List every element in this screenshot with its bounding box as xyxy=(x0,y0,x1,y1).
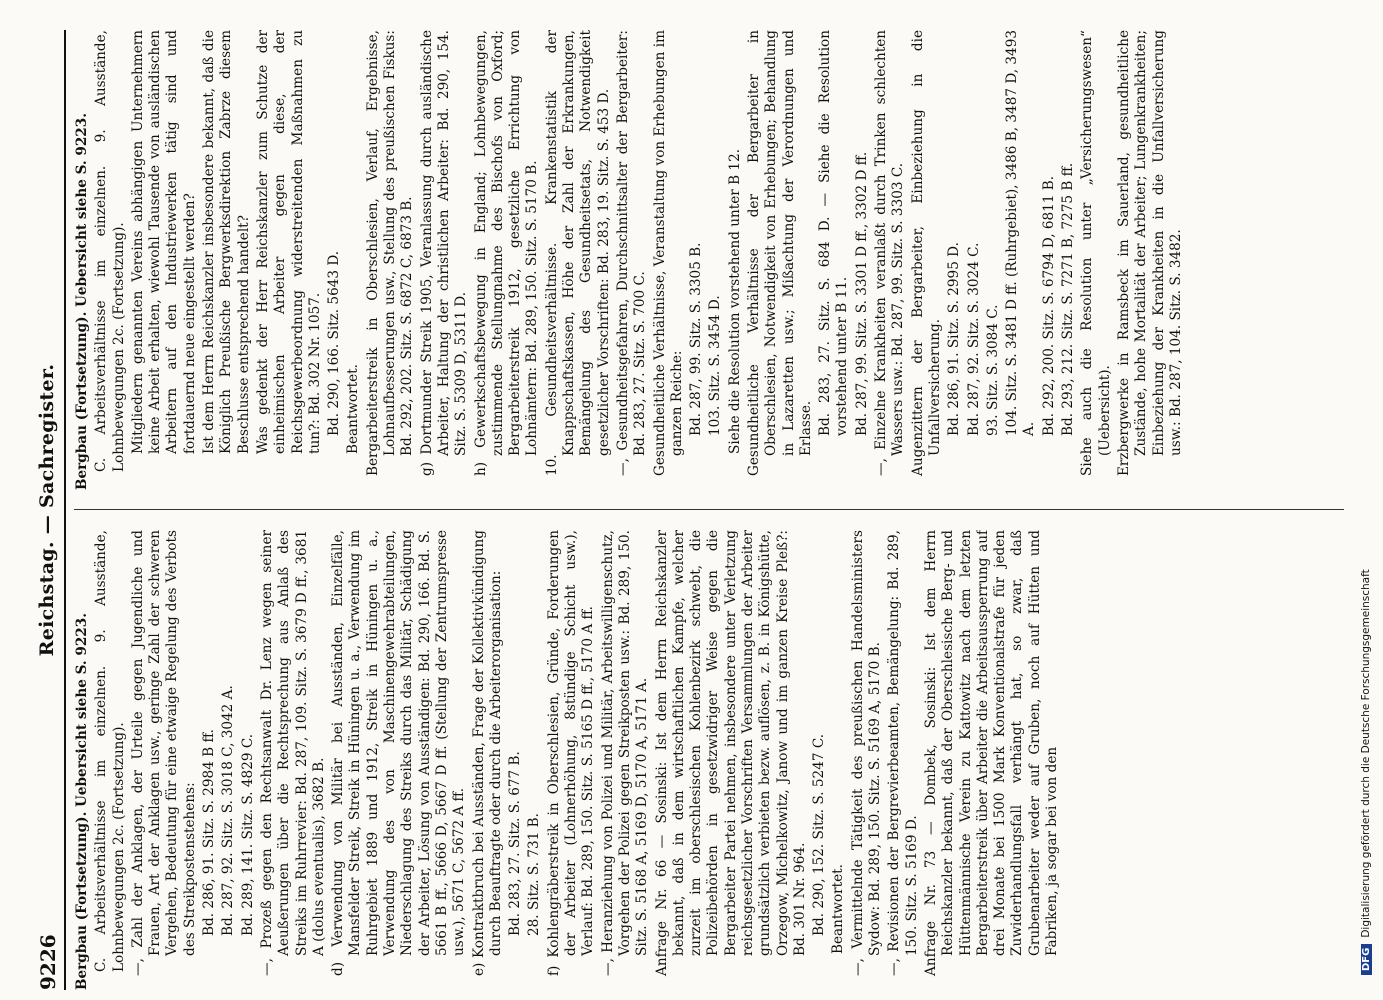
index-entry: Bd. 292, 200. Sitz. S. 6794 D, 6811 B. xyxy=(1040,175,1057,436)
index-entry: Beantwortet. xyxy=(345,364,362,454)
index-entry: Mitgliedern genannten Vereins abhängigen Unternehmern keine Arbeit erhalten, wiewohl Tausende von ausländischen Arbeitern auf den Industriewerken tätig sind und fortdauernd neue eingestellt werden? xyxy=(129,30,198,454)
index-entry: —, Heranziehung von Polizei und Militär, Arbeitswilligenschutz, Vorgehen der Polizei gegen Streikposten usw.: Bd. 289, 150. Sitz. S. 5168 A, 5169 D, 5170 A, 5171 A. xyxy=(599,530,651,976)
page-number: 9226 xyxy=(36,934,60,990)
column-divider xyxy=(74,509,1344,510)
index-entry: —, Einzelne Krankheiten veranlaßt durch Trinken schlechten Wassers usw.: Bd. 287, 99. Sitz. S. 3303 C. xyxy=(873,30,907,476)
index-entry: 104. Sitz. S. 3481 D ff. (Ruhrgebiet), 3486 B, 3487 D, 3493 A. xyxy=(1004,30,1038,436)
index-entry: Beantwortet. xyxy=(830,864,847,954)
right-column xyxy=(74,30,1354,490)
index-entry: Anfrage Nr. 66 — Sosinski: Ist dem Herrn Reichskanzler bekannt, daß in dem wirtschaftlichen Kampfe, welcher zurzeit im oberschlesischen Kohlenbezirk schwebt, die Polizeibehörden in gesetzwidriger Weise gegen die Bergarbeiter Partei nehmen, insbesondere unter Verletzung reichsgesetzlicher Vorschriften Versammlungen der Arbeiter grundsätzlich verbieten bezw. auflösen, z. B. in Königshütte, Orzegow, Michelkowitz, Janow und im ganzen Kreise Pleß?: Bd. 301 Nr. 964. xyxy=(653,530,808,976)
index-entry: Ist dem Herrn Reichskanzler insbesondere bekannt, daß die Königlich Preußische Bergwerksdirektion Zabrze diesem Beschlusse entsprechend handelt? xyxy=(201,30,252,454)
sidebar-text: Digitalisierung gefördert durch die Deutsche Forschungsgemeinschaft xyxy=(1360,569,1372,938)
index-entry: Siehe die Resolution vorstehend unter B 12. xyxy=(726,148,743,454)
running-head: Reichstag. — Sachregister. xyxy=(36,363,58,657)
index-entry: Gesundheitliche Verhältnisse, Veranstaltung von Erhebungen im ganzen Reiche: xyxy=(651,30,685,476)
index-entry: Bd. 293, 212. Sitz. S. 7271 B, 7275 B ff. xyxy=(1060,162,1077,436)
index-entry: e) Kontraktbruch bei Ausständen, Frage der Kollektivkündigung durch Beauftragte oder durch die Arbeiterorganisation: xyxy=(470,530,504,976)
index-entry: C. Arbeitsverhältnisse im einzelnen. 9. Ausstände, Lohnbewegungen 2c. (Fortsetzung). xyxy=(93,30,127,472)
index-entry: Bd. 286, 91. Sitz. S. 2995 D. xyxy=(946,242,963,436)
index-entry: Bd. 287, 92. Sitz. S. 3018 C, 3042 A. xyxy=(220,685,237,936)
page-header xyxy=(30,30,64,990)
index-entry: Siehe auch die Resolution unter „Versicherungswesen“ (Uebersicht). xyxy=(1079,30,1113,476)
digitization-note-text xyxy=(1360,15,1380,975)
index-entry: Bd. 290, 152. Sitz. S. 5247 C. xyxy=(811,733,828,936)
rotated-page-content xyxy=(30,30,1360,990)
header-rule xyxy=(64,30,66,990)
section-heading: Bergbau (Fortsetzung). Uebersicht siehe S. 9223. xyxy=(74,113,90,490)
index-entry: 10. Gesundheitsverhältnisse. Krankenstatistik der Knappschaftskassen, Höhe der Zahl der Erkrankungen, Bemängelung des Gesundheitsetats, Notwendigkeit gesetzlicher Vorschriften: Bd. 283, 19. Sitz. S. 453 D. xyxy=(543,30,612,476)
index-entry: —, Gesundheitsgefahren, Durchschnittsalter der Bergarbeiter: Bd. 283, 27. Sitz. S. 700 C. xyxy=(614,30,649,476)
index-entry: —, Zahl der Anklagen, der Urteile gegen Jugendliche und Frauen, Art der Anklagen usw., geringe Zahl der schweren Vergehen, Bedeutung für eine etwaige Regelung des Verbots des Streikpostenstehens: xyxy=(129,530,198,976)
index-entry: Erzbergwerke in Ramsbeck im Sauerland, gesundheitliche Zustände, hohe Mortalität der Arbeiter; Lungenkrankheiten; Einbeziehung der Krankheiten in die Unfallversicherung usw.: Bd. 287, 104. Sitz. S. 3482. xyxy=(1115,30,1184,476)
index-entry: 103. Sitz. S. 3454 D. xyxy=(707,295,724,436)
index-entry: Bd. 290, 166. Sitz. 5643 D. xyxy=(326,250,343,436)
index-entry: C. Arbeitsverhältnisse im einzelnen. 9. Ausstände, Lohnbewegungen 2c. (Fortsetzung). xyxy=(93,530,127,972)
digitization-note xyxy=(1352,0,1383,1000)
index-entry: Anfrage Nr. 73 — Dombek, Sosinski: Ist dem Herrn Reichskanzler bekannt, daß der Oberschlesische Berg- und Hüttenmännische Verein zu Kattowitz nach dem letzten Bergarbeiterstreik über Arbeiter die Arbeitsaussperrung auf drei Monate bei 1500 Mark Konventionalstrafe für jeden Zuwiderhandlungsfall verhängt hat, so zwar, daß Grubenarbeiter weder auf Gruben, noch auf Hütten und Fabriken, ja sogar bei von den xyxy=(922,530,1061,976)
index-entry: Bd. 286, 91. Sitz. S. 2984 B ff. xyxy=(201,729,218,936)
index-entry: Was gedenkt der Herr Reichskanzler zum Schutze der einheimischen Arbeiter gegen diese, der Reichsgewerbeordnung widerstreitenden Maßnahmen zu tun?: Bd. 302 Nr. 1057. xyxy=(254,30,323,454)
index-entry: Bd. 283, 27. Sitz. S. 684 D. — Siehe die Resolution vorstehend unter B 11. xyxy=(817,30,851,436)
index-entry: 93. Sitz. S. 3084 C. xyxy=(984,304,1001,436)
index-entry: —, Revisionen der Bergrevierbeamten, Bemängelung: Bd. 289, 150. Sitz. S. 5169 D. xyxy=(886,530,920,976)
index-entry: f) Kohlengräberstreik in Oberschlesien, Gründe, Forderungen der Arbeiter (Lohnerhöhung, 8stündige Schicht usw.), Verlauf: Bd. 289, 150. Sitz. S. 5165 D ff., 5170 A ff. xyxy=(545,530,597,976)
index-entry: —, Prozeß gegen den Rechtsanwalt Dr. Lenz wegen seiner Aeußerungen über die Rechtsprechung aus Anlaß des Streiks im Ruhrrevier: Bd. 287, 109. Sitz. S. 3679 D ff., 3681 A (dolus eventualis), 3682 B. xyxy=(258,530,327,976)
index-entry: Bd. 287, 92. Sitz. S. 3024 C. xyxy=(965,242,982,436)
index-entry: Bergarbeiterstreik in Oberschlesien, Verlauf, Ergebnisse, Lohnaufbesserungen usw., Stellung des preußischen Fiskus: Bd. 292, 202. Sitz. S. 6872 C, 6873 B. xyxy=(364,30,416,476)
index-entry: Augenzittern der Bergarbeiter, Einbeziehung in die Unfallversicherung. xyxy=(909,30,943,476)
index-entry: Bd. 287, 99. Sitz. S. 3305 B. xyxy=(688,242,705,436)
index-entry: g) Dortmunder Streik 1905, Veranlassung durch ausländische Arbeiter, Haltung der christlichen Arbeiter: Bd. 290, 154. Sitz. S. 5309 D, 5311 D. xyxy=(418,30,470,476)
index-entry: d) Verwendung von Militär bei Ausständen, Einzelfälle, Mansfelder Streik, Streik in Hüningen u. a., Verwendung im Ruhrgebiet 1889 und 1912, Streik in Hüningen u. a., Verwendung des von Maschinengewehrabteilungen, Niederschlagung des Streiks durch das Militär, Schädigung der Arbeiter, Lösung von Ausständigen: Bd. 290, 166. Bd. S. 5661 B ff., 5666 D, 5667 D ff. (Stellung der Zentrumspresse usw.), 5671 C, 5672 A ff. xyxy=(330,530,468,976)
left-column xyxy=(74,530,1354,990)
index-entry: Bd. 289, 141. Sitz. S. 4829 C. xyxy=(239,733,256,936)
index-entry: Gesundheitliche Verhältnisse der Bergarbeiter in Oberschlesien, Notwendigkeit von Erhebungen; Behandlung in Lazaretten usw.; Mißachtung der Verordnungen und Erlasse. xyxy=(745,30,814,476)
section-heading: Bergbau (Fortsetzung). Uebersicht siehe S. 9223. xyxy=(74,613,90,990)
index-entry: 28. Sitz. S. 731 B. xyxy=(526,813,543,936)
index-entry: Bd. 283, 27. Sitz. S. 677 B. xyxy=(507,751,524,936)
index-entry: h) Gewerkschaftsbewegung in England; Lohnbewegungen, zustimmende Stellungnahme des Bischofs von Oxford; Bergarbeiterstreik 1912, gesetzliche Errichtung von Lohnämtern: Bd. 289, 150. Sitz. S. 5170 B. xyxy=(472,30,541,476)
index-entry: Bd. 287, 99. Sitz. S. 3301 D ff., 3302 D ff. xyxy=(853,151,870,436)
dfg-logo: DFG xyxy=(1361,944,1372,975)
index-entry: —, Vermittelnde Tätigkeit des preußischen Handelsministers Sydow: Bd. 289, 150. Sitz. S. 5169 A, 5170 B. xyxy=(849,530,884,976)
